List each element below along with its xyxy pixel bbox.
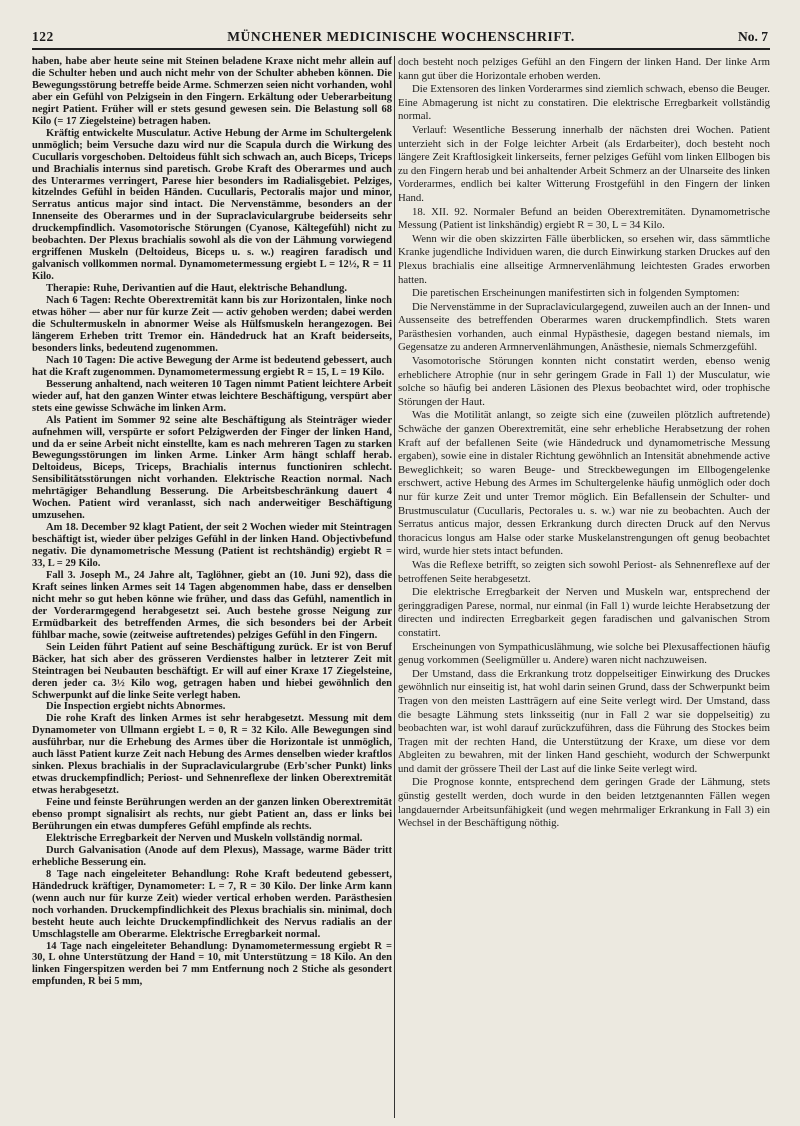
page-header <box>32 26 770 50</box>
left-column <box>32 56 392 1116</box>
paragraph: Verlauf: Wesentliche Besserung innerhalb der nächsten drei Wochen. Patient unterzieht sich in der Folge leichter Arbeit (als Erdarbeiter), doch besteht noch längere Zeit Kraftlosigkeit linkerseits, ferner pelziges Gefühl vom linken Ellbogen bis zu den Fingern herab und bei anhaltender Arbeit Schmerz an der Ulnarseite des linken Vorderarmes, endlich bei kalter Witterung Frostgefühl in den Fingern der linken Hand. <box>398 123 770 204</box>
paragraph: Als Patient im Sommer 92 seine alte Beschäftigung als Steinträger wieder aufnehmen will, verspürte er sofort Pelzigwerden der Finger der linken Hand, und da er seine Arbeit nicht einstellte, kam es nach mehreren Tagen zu starken Bewegungsstörungen im linken Arme. Linker Arm hängt schlaff herab. Deltoideus, Biceps, Triceps, Brachialis internus functioniren schlecht. Sensibilitätsstörungen nicht vorhanden. Elektrische Reaction normal. Nach mehrtägiger Behandlung Besserung. Die Arbeitsbeschränkung dauert 4 Wochen. Patient wird veranlasst, sich nach anderweitiger Beschäftigung umzusehen. <box>32 414 392 522</box>
paragraph: Die paretischen Erscheinungen manifestirten sich in folgenden Symptomen: <box>412 287 740 300</box>
paragraph: Die Nervenstämme in der Supraclaviculargegend, zuweilen auch an der Innen- und Aussenseite des betreffenden Oberarmes waren druckempfindlich. Stets waren Parästhesien vorhanden, auch einmal Hypästhesie, dagegen bestand niemals, im Gegensatze zu anderen Armnervenlähmungen, Anästhesie, niemals Schmerzgefühl. <box>398 300 770 354</box>
paragraph: haben, habe aber heute seine mit Steinen beladene Kraxe nicht mehr allein auf die Schulter heben und auch nicht mehr von der Schulter abheben können. Die Bewegungsstörung betreffe beide Arme. Schmerzen seien nicht vorhanden, wohl aber ein Gefühl von Pelzigsein in den Fingern. Erkältung oder Ueberarbeitung negirt Patient. Früher will er stets gesund gewesen sein. Die Belastung soll 68 Kilo (= 17 Ziegelsteine) betragen haben. <box>32 56 392 127</box>
paragraph: 14 Tage nach eingeleiteter Behandlung: Dynamometermessung ergiebt R = 30, L ohne Unterstützung der Hand = 10, mit Unterstützung = 18 Kilo. An den linken Fingerspitzen werden bei 7 mm Entfernung noch 2 Stiche als gesondert empfunden, R bei 5 mm, <box>32 940 392 988</box>
paragraph: Nach 6 Tagen: Rechte Oberextremität kann bis zur Horizontalen, linke noch etwas höher — aber nur für kurze Zeit — activ gehoben werden; dabei werden die Schultermuskeln in abnormer Weise als Hülfsmuskeln herangezogen. Bei längerem Erheben tritt Tremor ein. Händedruck hat an Kraft beiderseits, besonders links, bedeutend zugenommen. <box>32 295 392 354</box>
paragraph: Was die Motilität anlangt, so zeigte sich eine (zuweilen plötzlich auftretende) Schwäche der ganzen Oberextremität, eine sehr erhebliche Herabsetzung der rohen Kraft auf der befallenen Seite (wie Händedruck und dynamometrische Messung ergaben), sowie eine in distaler Richtung gewöhnlich an Intensität abnehmende active Beweglichkeit; so waren Beuge- und Streckbewegungen im Ellbogengelenke erschwert, active Hebung des Armes im Schultergelenke häufig unmöglich oder doch nur für kurze Zeit und unter Tremor möglich. Ein Befallensein der Schulter- und Brustmusculatur (Cucullaris, Pectorales u. s. w.) war nie zu beobachten. Auch der Serratus anticus major, dessen Erkrankung durch directen Druck auf den Nervus thoracicus longus am Halse oder starke Muskelanstrengungen oft genug beobachtet wird, wurde hier stets intact befunden. <box>398 409 770 558</box>
paragraph: Die Inspection ergiebt nichts Abnormes. <box>46 701 226 713</box>
column-divider <box>394 56 395 1118</box>
paragraph: Feine und feinste Berührungen werden an der ganzen linken Oberextremität ebenso prompt signalisirt als rechts, nur giebt Patient an, dass er links bei Berührungen ein etwas dumpferes Gefühl empfinde als rechts. <box>32 797 392 832</box>
paragraph: Vasomotorische Störungen konnten nicht constatirt werden, ebenso wenig erheblichere Atrophie (nur in sehr geringem Grade in Fall 1) der Musculatur, wie solche so häufig bei anderen Läsionen des Plexus beobachtet wird, oder trophische Störungen der Haut. <box>398 355 770 408</box>
paragraph: Am 18. December 92 klagt Patient, der seit 2 Wochen wieder mit Steintragen beschäftigt ist, wieder über pelziges Gefühl in der linken Hand. Objectivbefund negativ. Die dynamometrische Messung (Patient ist rechtshändig) ergiebt R = 33, L = 29 Kilo. <box>32 522 392 570</box>
paragraph: 8 Tage nach eingeleiteter Behandlung: Rohe Kraft bedeutend gebessert, Händedruck kräftiger, Dynamometer: L = 7, R = 30 Kilo. Der linke Arm kann (wenn auch nur für kurze Zeit) wieder vertical erhoben werden. Parästhesien noch vorhanden. Druckempfindlichkeit des Plexus brachialis sin. minimal, doch besteht heute auch leichte Druckempfindlichkeit des Nervus radialis an der Umschlagstelle am Oberarme. Elektrische Erregbarkeit normal. <box>32 868 392 940</box>
paragraph: Was die Reflexe betrifft, so zeigten sich sowohl Periost- als Sehnenreflexe auf der betroffenen Seite herabgesetzt. <box>398 558 770 585</box>
paragraph: 18. XII. 92. Normaler Befund an beiden Oberextremitäten. Dynamometrische Messung (Patient ist linkshändig) ergiebt R = 30, L = 34 Kilo. <box>398 205 770 232</box>
paragraph: Die Extensoren des linken Vorderarmes sind ziemlich schwach, ebenso die Beuger. Eine Abmagerung ist nicht zu constatiren. Die elektrische Erregbarkeit vollständig normal. <box>398 83 770 123</box>
journal-title: MÜNCHENER MEDICINISCHE WOCHENSCHRIFT. <box>227 29 575 44</box>
paragraph: Fall 3. Joseph M., 24 Jahre alt, Taglöhner, giebt an (10. Juni 92), dass die Kraft seines linken Armes seit 14 Tagen abgenommen habe, dass er denselben nicht mehr so gut heben könne wie früher, und dass das Gefühl, namentlich in der Vorderarmgegend herabgesetzt sei. Auch bestehe grosse Neigung zur Ermüdbarkeit des betreffenden Armes, die sich besonders bei der Arbeit fühlbar mache, sowie (zeitweise auftretendes) pelziges Gefühl in den Fingern. <box>32 569 392 641</box>
issue-number: No. 7 <box>738 29 768 44</box>
paragraph: Nach 10 Tagen: Die active Bewegung der Arme ist bedeutend gebessert, auch hat die Kraft zugenommen. Dynamometermessung ergiebt R = 15, L = 19 Kilo. <box>32 354 392 378</box>
paragraph: Der Umstand, dass die Erkrankung trotz doppelseitiger Einwirkung des Druckes gewöhnlich nur einseitig ist, hat wohl darin seinen Grund, dass der Schwerpunkt beim Tragen von den meisten Lastträgern auf eine Seite verlegt wird. Der Umstand, dass die besagte Lähmung stets linksseitig (nur in Fall 2 war sie doppelseitig) zu beobachten war, ist wohl darauf zurückzuführen, dass die Führung des Stockes beim Tragen mit der rechten Hand, die Unterstützung der Kraxe, um diese vor dem Abgleiten zu bewahren, mit der linken Hand geschieht, wodurch der Schwerpunkt und damit der grössere Theil der Last auf die linke Seite verlegt wird. <box>398 667 770 775</box>
page-number: 122 <box>32 29 54 44</box>
paragraph: Therapie: Ruhe, Derivantien auf die Haut, elektrische Behandlung. <box>46 283 348 295</box>
paragraph: Erscheinungen von Sympathicuslähmung, wie solche bei Plexusaffectionen häufig genug vorkommen (Seeligmüller u. Andere) waren nicht nachzuweisen. <box>398 640 770 667</box>
paragraph: Besserung anhaltend, nach weiteren 10 Tagen nimmt Patient leichtere Arbeit wieder auf, hat den ganzen Winter etwas leichtere Beschäftigung, verspürt aber stets eine gewisse Schwäche im linken Arm. <box>32 378 392 414</box>
paragraph: Elektrische Erregbarkeit der Nerven und Muskeln vollständig normal. <box>46 832 363 844</box>
paragraph: Die elektrische Erregbarkeit der Nerven und Muskeln war, entsprechend der geringgradigen Parese, normal, nur einmal (in Fall 1) wurde leichte Herabsetzung der directen und indirecten Erregbarkeit gegen faradischen und galvanischen Strom constatirt. <box>398 586 770 639</box>
paragraph: Wenn wir die oben skizzirten Fälle überblicken, so ersehen wir, dass sämmtliche Kranke jugendliche Individuen waren, die durch Einwirkung starken Druckes auf den Plexus brachialis eine allseitige Armnervenlähmung leichtesten Grades erworben hatten. <box>398 232 770 286</box>
paragraph: Sein Leiden führt Patient auf seine Beschäftigung zurück. Er ist von Beruf Bäcker, hat sich aber des grösseren Verdienstes halber in letzterer Zeit mit Steintragen bei Neubauten beschäftigt. Er will auf einer Kraxe 17 Ziegelsteine, deren jeder ca. 3½ Kilo wog, getragen haben und hiebei gewöhnlich den Schwerpunkt auf die linke Seite verlegt haben. <box>32 641 392 701</box>
paragraph: Die Prognose konnte, entsprechend dem geringen Grade der Lähmung, stets günstig gestellt werden, doch wurde in den beiden letztgenannten Fällen wegen langdauernder Arbeitsunfähigkeit (und wegen mehrmaliger Erkrankung in Fall 3) ein Wechsel in der Beschäftigung nöthig. <box>398 776 770 830</box>
right-column <box>398 56 770 1116</box>
paragraph: Kräftig entwickelte Musculatur. Active Hebung der Arme im Schultergelenk unmöglich; beim Versuche dazu wird nur die Scapula durch die Wirkung des Cucullaris vorgeschoben. Deltoideus fühlt sich schwach an, auch Biceps, Triceps und Brachialis internus sind paretisch. Grobe Kraft des Oberarmes und auch des Unterarmes verringert, Parese hier besonders im Radialisgebiet. Pelziges, kitzelndes Gefühl in beiden Händen. Cucullaris, Pectoralis major und minor, Serratus anticus major sind intact. Die Nervenstämme, besonders an der Innenseite des Oberarmes und in der Supraclaviculargrube beiderseits sehr druckempfindlich. Vasomotorische Störungen (Cyanose, Kältegefühl) nicht zu beobachten. Der Plexus brachialis sowohl als die von der Lähmung vorwiegend ergriffenen Muskeln (Deltoideus, Biceps u. s. w.) reagiren faradisch und galvanisch vollkommen normal. Dynamometermessung ergiebt L = 12½, R = 11 Kilo. <box>32 127 392 283</box>
paragraph: doch besteht noch pelziges Gefühl an den Fingern der linken Hand. Der linke Arm kann gut über die Horizontale erhoben werden. <box>398 56 770 82</box>
paragraph: Die rohe Kraft des linken Armes ist sehr herabgesetzt. Messung mit dem Dynamometer von Ullmann ergiebt L = 0, R = 32 Kilo. Alle Bewegungen sind ausführbar, nur die Erhebung des Armes über die Horizontale ist unmöglich, auch lässt Patient kurze Zeit nach Hebung des Armes denselben wieder kraftlos sinken. Plexus brachialis in der Supraclaviculargrube (Erb'scher Punkt) links etwas druckempfindlich; Periost- und Sehnenreflexe der linken Oberextremität etwas herabgesetzt. <box>32 713 392 797</box>
paragraph: Durch Galvanisation (Anode auf dem Plexus), Massage, warme Bäder tritt erhebliche Besserung ein. <box>32 844 392 868</box>
